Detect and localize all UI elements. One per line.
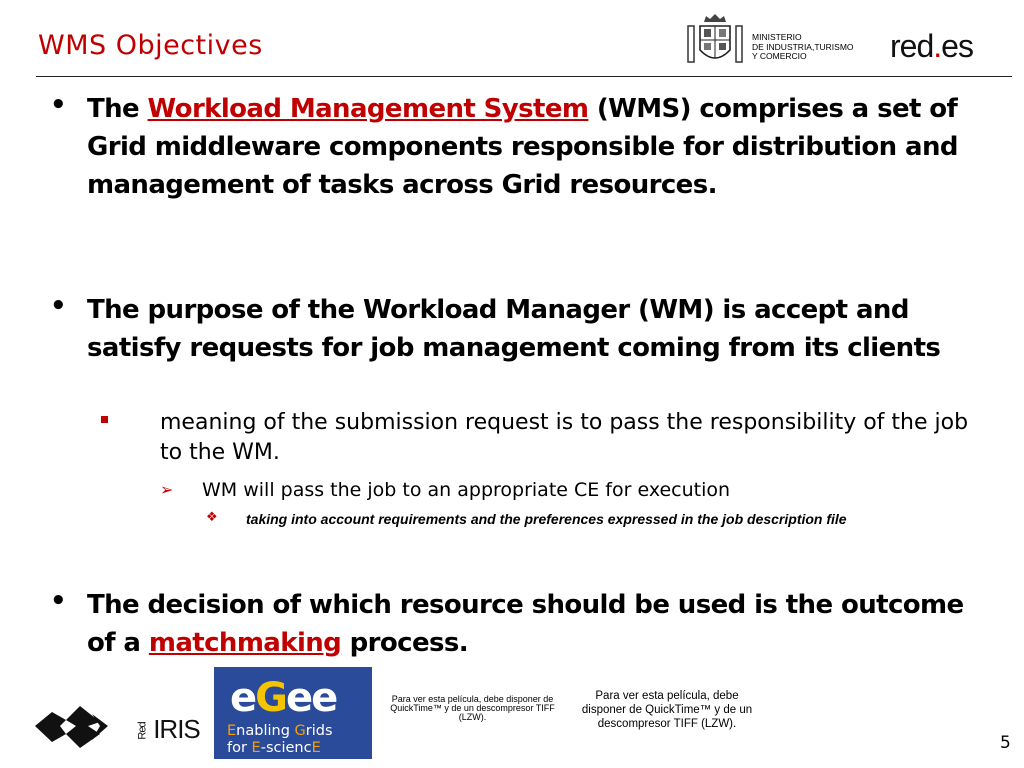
bullet-text — [87, 586, 990, 662]
egee-letters-ee: ee — [285, 675, 337, 721]
arrow-bullet-icon: ➢ — [160, 480, 174, 499]
egee-t1-d: rids — [305, 723, 333, 739]
bullet-text-pre: The decision of which resource should be used is the outcome of a — [87, 590, 964, 658]
wms-highlight: Workload Management System — [147, 94, 589, 124]
rediris-small-text: Red — [136, 722, 149, 740]
egee-wordmark — [230, 675, 336, 721]
egee-t1-b: nabling — [236, 723, 295, 739]
bullet-matchmaking — [50, 586, 990, 662]
rediris-text: IRIS — [153, 714, 200, 744]
bullet-wms-definition — [50, 90, 990, 204]
sub-sub-sub-bullet-text: taking into account requirements and the preferences expressed in the job description file — [246, 511, 847, 527]
bullet-text-pre: The — [87, 94, 148, 124]
matchmaking-highlight: matchmaking — [148, 628, 342, 658]
egee-tagline-1 — [227, 723, 333, 739]
bullet-marker: • — [50, 586, 67, 616]
egee-letter-g: G — [255, 675, 286, 721]
egee-t2-b: E — [251, 740, 261, 756]
bullet-text-post: (WMS) comprises a set of Grid middleware components responsible for distribution and management of tasks across Grid resources. — [87, 94, 958, 200]
page-number: 5 — [1000, 733, 1011, 753]
egee-t2-d: E — [311, 740, 321, 756]
bullet-text-post: process. — [341, 628, 469, 658]
egee-tagline-2 — [227, 740, 321, 756]
bullet-text: The purpose of the Workload Manager (WM) is accept and satisfy requests for job management coming from its clients — [87, 295, 941, 363]
sub-sub-bullet-ce-execution — [160, 477, 980, 503]
egee-t1-a: E — [227, 723, 237, 739]
egee-t1-c: G — [294, 723, 306, 739]
egee-t2-a: for — [227, 740, 252, 756]
egee-logo — [214, 667, 372, 759]
quicktime-placeholder-small: Para ver esta película, debe disponer de QuickTime™ y de un descompresor TIFF (LZW). — [390, 694, 555, 722]
page-title: WMS Objectives — [38, 30, 263, 61]
spanish-coat-of-arms-icon — [686, 12, 744, 70]
header-divider — [36, 76, 1012, 77]
rediris-logo — [134, 714, 200, 745]
egee-t2-c: -scienc — [260, 740, 312, 756]
egee-letter-e: e — [230, 675, 256, 721]
bullet-marker: • — [50, 90, 67, 120]
ministry-line-3: Y COMERCIO — [752, 51, 807, 61]
sub-sub-sub-bullet-requirements — [206, 510, 986, 529]
red-es-logo-part2: es — [941, 28, 973, 64]
red-es-logo-part1: red — [890, 28, 934, 64]
red-es-logo — [890, 28, 973, 65]
sub-bullet-text: meaning of the submission request is to pass the responsibility of the job to the WM. — [160, 410, 969, 465]
sub-sub-bullet-text: WM will pass the job to an appropriate CE for execution — [202, 479, 731, 501]
ministry-name — [752, 33, 854, 62]
ministry-line-2: DE INDUSTRIA,TURISMO — [752, 41, 854, 52]
ministry-line-1: MINISTERIO — [752, 32, 802, 42]
sub-bullet-submission-meaning — [101, 408, 981, 468]
rediris-symbol-icon — [30, 700, 135, 752]
quicktime-placeholder-large: Para ver esta película, debe disponer de QuickTime™ y de un descompresor TIFF (LZW). — [581, 690, 753, 730]
bullet-text — [87, 90, 990, 204]
bullet-marker: • — [50, 291, 67, 321]
bullet-wm-purpose — [50, 291, 990, 367]
red-es-logo-dot: . — [933, 28, 942, 64]
diamond-bullet-icon: ❖ — [206, 510, 218, 525]
square-bullet-marker — [101, 416, 108, 423]
